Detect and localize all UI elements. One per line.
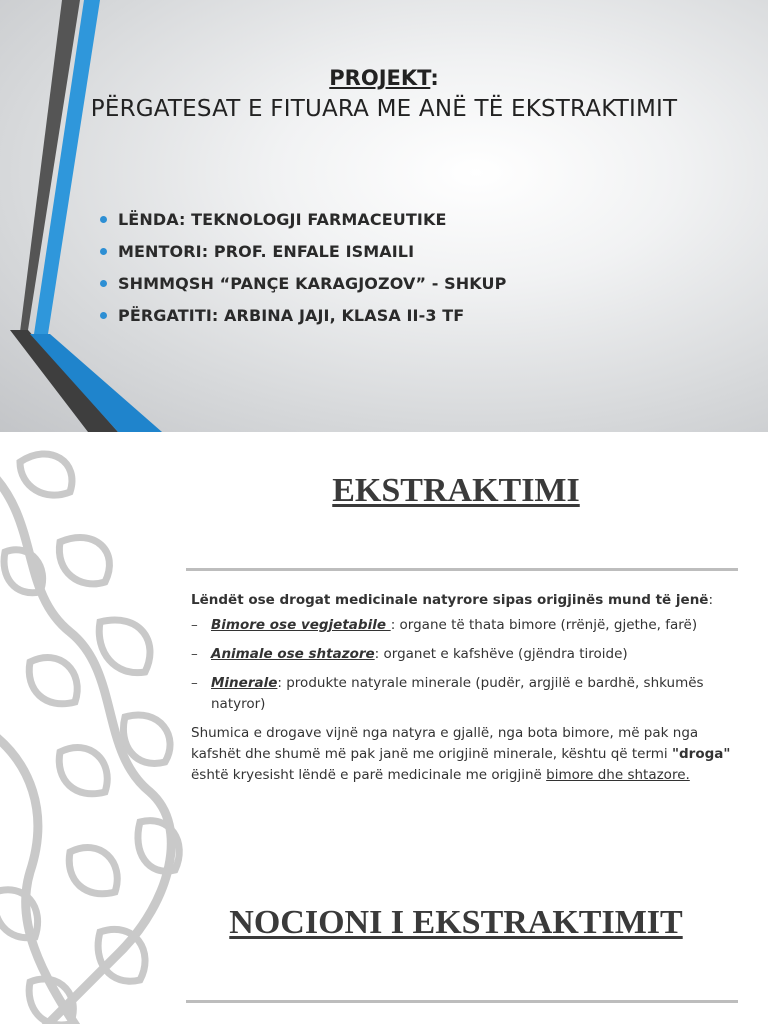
info-author-text: PËRGATITI: ARBINA JAJI, KLASA II-3 TF: [118, 306, 465, 325]
title-slide: [0, 0, 768, 432]
source-list: [191, 615, 736, 715]
intro-colon: :: [708, 592, 714, 608]
content-slide: [0, 432, 768, 1024]
list-item-term: Minerale: [211, 675, 278, 691]
info-list: [100, 206, 506, 334]
section-heading: EKSTRAKTIMI: [332, 472, 580, 509]
paragraph-bold-term: "droga": [671, 746, 731, 762]
bullet-dot-icon: [100, 312, 107, 319]
info-subject: [100, 206, 506, 238]
section-heading-2: NOCIONI I EKSTRAKTIMIT: [229, 904, 683, 941]
info-mentor-text: MENTORI: PROF. ENFALE ISMAILI: [118, 242, 415, 261]
dash-marker: –: [191, 617, 198, 633]
divider-2: [186, 1000, 738, 1003]
info-school: [100, 270, 506, 302]
intro-text-main: Lëndët ose drogat medicinale natyrore sipas origjinës mund të jenë: [191, 592, 709, 608]
list-item-desc: : organe të thata bimore (rrënjë, gjethe, farë): [390, 617, 698, 633]
list-item-term: Bimore ose vegjetabile: [211, 617, 391, 633]
list-item: [191, 644, 736, 665]
leaf-pattern-decoration: [0, 432, 190, 1024]
dash-marker: –: [191, 675, 198, 691]
list-item: [191, 615, 736, 636]
title-colon: :: [430, 66, 439, 90]
list-item-term: Animale ose shtazore: [211, 646, 375, 662]
slide-title: PËRGATESAT E FITUARA ME ANË TË EKSTRAKTIMIT: [90, 96, 678, 122]
description-paragraph: [191, 723, 736, 786]
bullet-dot-icon: [100, 216, 107, 223]
bullet-dot-icon: [100, 280, 107, 287]
bullet-dot-icon: [100, 248, 107, 255]
title-prefix: PROJEKT: [329, 66, 431, 90]
dash-marker: –: [191, 646, 198, 662]
content-body: [191, 590, 736, 786]
list-item-desc: : produkte natyrale minerale (pudër, argjilë e bardhë, shkumës natyror): [211, 675, 704, 712]
info-mentor: [100, 238, 506, 270]
info-subject-text: LËNDA: TEKNOLOGJI FARMACEUTIKE: [118, 210, 447, 229]
slide-title-label: [0, 66, 768, 90]
paragraph-part2: është kryesisht lëndë e parë medicinale me origjinë: [191, 767, 547, 783]
paragraph-part1: Shumica e drogave vijnë nga natyra e gjallë, nga bota bimore, më pak nga kafshët dhe shumë më pak janë me origjinë minerale, kështu që termi: [191, 725, 699, 762]
list-item: [191, 673, 736, 715]
divider: [186, 568, 738, 571]
paragraph-underlined: bimore dhe shtazore.: [546, 767, 690, 783]
intro-text: [191, 590, 736, 611]
info-school-text: SHMMQSH “PANÇE KARAGJOZOV” - SHKUP: [118, 274, 507, 293]
list-item-desc: : organet e kafshëve (gjëndra tiroide): [374, 646, 628, 662]
info-author: [100, 302, 506, 334]
